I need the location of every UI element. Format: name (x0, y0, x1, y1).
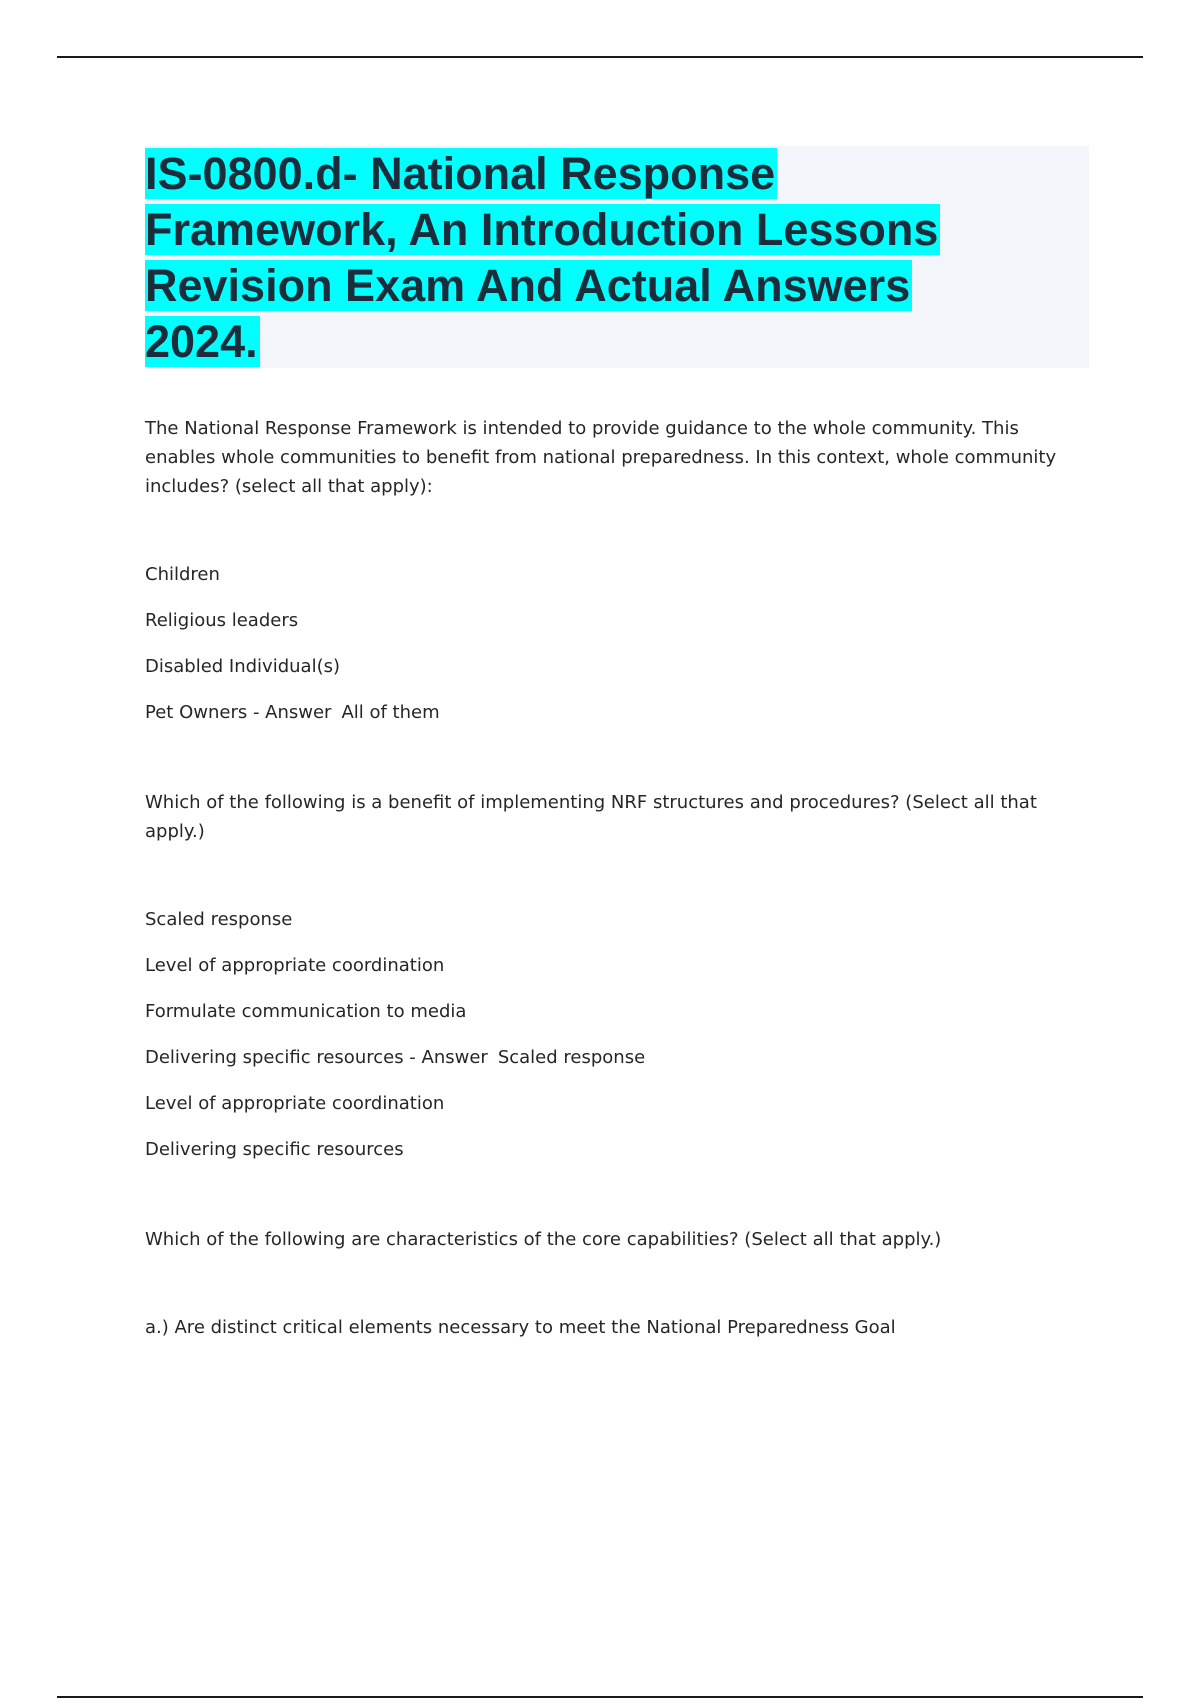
question-2-prompt: Which of the following is a benefit of implementing NRF structures and procedures? (Select all that apply.) (145, 792, 1037, 842)
title-highlight: IS-0800.d- National Response Framework, An Introduction Lessons Revision Exam And Actual Answers 2024. (145, 148, 939, 367)
document-body (145, 414, 1075, 1341)
question-1-option-3: Disabled Individual(s) (145, 656, 341, 677)
question-1-answer-line (145, 700, 1075, 726)
question-1-option-2: Religious leaders (145, 610, 299, 631)
question-2-option-1: Scaled response (145, 909, 293, 930)
question-2-option-2: Level of appropriate coordination (145, 955, 445, 976)
question-3-prompt: Which of the following are characteristics of the core capabilities? (Select all that apply.) (145, 1229, 942, 1250)
question-2-answer-label: Delivering specific resources - Answer (145, 1047, 488, 1068)
question-1-answer-label: Pet Owners - Answer (145, 702, 332, 723)
question-2-answer-line (145, 1045, 1075, 1071)
header-rule (57, 56, 1143, 58)
question-1-option-1: Children (145, 564, 220, 585)
question-2-after-answer-2: Delivering specific resources (145, 1139, 404, 1160)
document-title (145, 146, 1025, 370)
footer-rule (57, 1696, 1143, 1698)
question-3-option-1: a.) Are distinct critical elements necessary to meet the National Preparedness Goal (145, 1317, 896, 1338)
question-2-option-3: Formulate communication to media (145, 1001, 467, 1022)
title-block (145, 146, 1089, 368)
question-1-answer-value: All of them (341, 702, 440, 723)
question-2-after-answer-1: Level of appropriate coordination (145, 1093, 445, 1114)
question-1-prompt: The National Response Framework is intended to provide guidance to the whole community. This enables whole communities to benefit from national preparedness. In this context, whole community includes? (select all that apply): (145, 418, 1057, 497)
question-2-answer-value: Scaled response (497, 1047, 646, 1068)
